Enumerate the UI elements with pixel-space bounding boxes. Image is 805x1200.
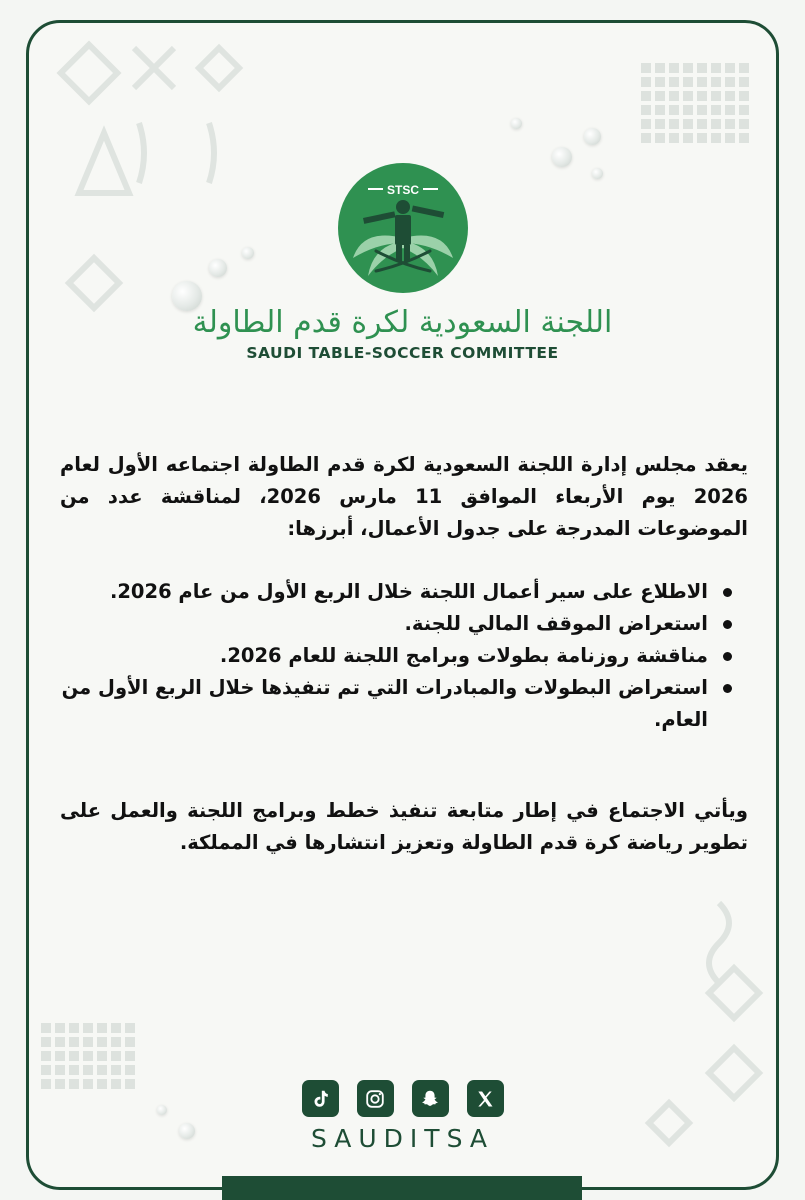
logo-emblem (338, 163, 468, 293)
emblem-graphic (338, 163, 468, 293)
agenda-item: استعراض البطولات والمبادرات التي تم تنفيذها خلال الربع الأول من العام. (60, 672, 748, 736)
committee-name-english: SAUDI TABLE-SOCCER COMMITTEE (246, 344, 559, 362)
decorative-bubble (511, 118, 522, 129)
instagram-icon[interactable] (357, 1080, 394, 1117)
closing-paragraph: ويأتي الاجتماع في إطار متابعة تنفيذ خطط وبرامج اللجنة والعمل على تطوير رياضة كرة قدم الطاولة وتعزيز انتشارها في المملكة. (60, 799, 748, 854)
decorative-bubble (584, 128, 601, 145)
bottom-accent-bar (222, 1176, 582, 1200)
agenda-item: الاطلاع على سير أعمال اللجنة خلال الربع الأول من عام 2026. (60, 576, 748, 608)
logo-badge-text: STSC (386, 183, 419, 197)
snapchat-icon[interactable] (412, 1080, 449, 1117)
committee-logo (0, 163, 805, 362)
x-icon[interactable] (467, 1080, 504, 1117)
tiktok-icon[interactable] (302, 1080, 339, 1117)
social-links (0, 1080, 805, 1117)
decorative-pixels-top-right (641, 63, 749, 143)
agenda-list (60, 576, 748, 736)
agenda-item: مناقشة روزنامة بطولات وبرامج اللجنة للعام 2026. (60, 640, 748, 672)
intro-paragraph: يعقد مجلس إدارة اللجنة السعودية لكرة قدم الطاولة اجتماعه الأول لعام 2026 يوم الأربعاء الموافق 11 مارس 2026، لمناقشة عدد من الموضوعات المدرجة على جدول الأعمال، أبرزها: (60, 453, 748, 540)
social-handle: SAUDITSA (310, 1124, 495, 1153)
committee-name-arabic: اللجنة السعودية لكرة قدم الطاولة (192, 305, 613, 340)
agenda-item: استعراض الموقف المالي للجنة. (60, 608, 748, 640)
